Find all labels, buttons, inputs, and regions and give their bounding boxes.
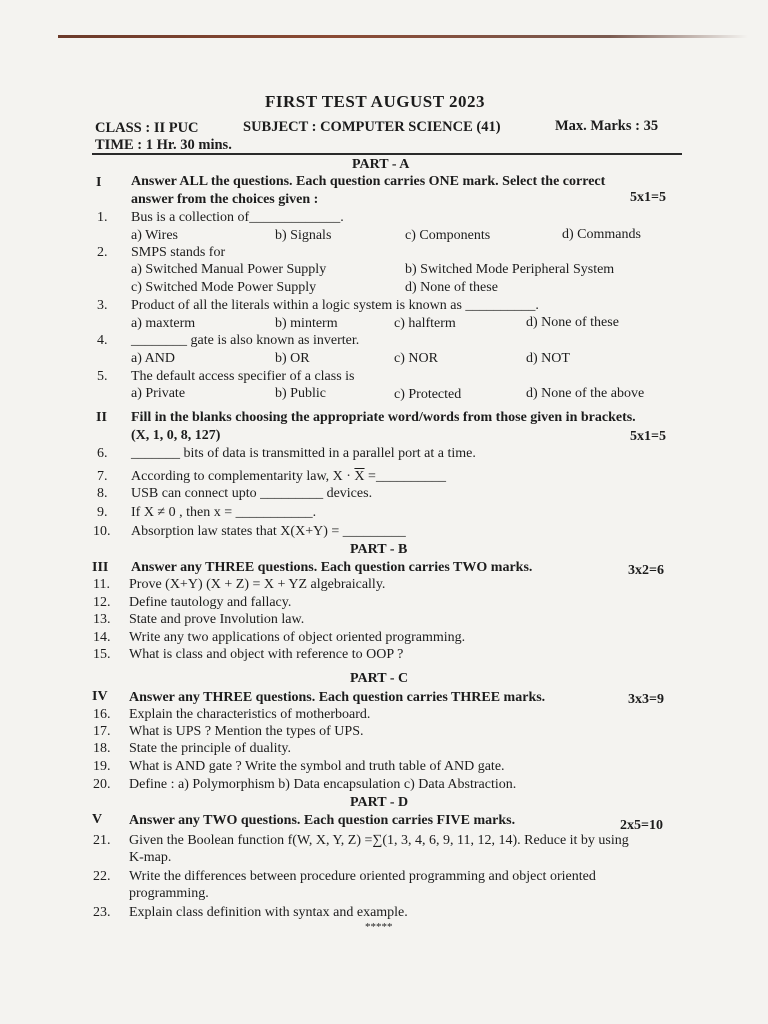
section-i-instruction: Answer ALL the questions. Each question carries ONE mark. Select the correct [131, 174, 606, 189]
complement-x: $\overline{X}$ [354, 469, 365, 484]
question-22-text: Write the differences between procedure oriented programming and object oriented [129, 869, 596, 884]
section-iii-instruction: Answer any THREE questions. Each question carries TWO marks. [131, 560, 533, 575]
question-7-text-post: =__________ [364, 469, 446, 484]
section-i-instruction-cont: answer from the choices given : [131, 192, 319, 207]
section-iii-number: III [92, 560, 109, 575]
section-iii-marks: 3x2=6 [628, 563, 664, 578]
question-17-number: 17. [93, 724, 111, 739]
question-3-option-a: a) maxterm [131, 316, 196, 331]
question-6-number: 6. [97, 446, 108, 461]
section-v-instruction: Answer any TWO questions. Each question carries FIVE marks. [129, 813, 516, 828]
question-1-option-b: b) Signals [275, 228, 332, 243]
part-a-title: PART - A [352, 157, 410, 172]
question-19-text: What is AND gate ? Write the symbol and truth table of AND gate. [129, 759, 505, 774]
question-5-number: 5. [97, 369, 108, 384]
question-3-option-d: d) None of these [526, 315, 619, 330]
class-label: CLASS : II PUC [95, 120, 199, 136]
time-label: TIME : 1 Hr. 30 mins. [95, 137, 232, 153]
subject-label: SUBJECT : COMPUTER SCIENCE (41) [243, 119, 501, 135]
question-18-number: 18. [93, 741, 111, 756]
question-2-option-d: d) None of these [405, 280, 498, 295]
question-18-text: State the principle of duality. [129, 741, 291, 756]
question-1-option-c: c) Components [405, 228, 491, 243]
section-v-number: V [92, 812, 103, 827]
question-16-number: 16. [93, 707, 111, 722]
question-2-option-b: b) Switched Mode Peripheral System [405, 262, 615, 277]
question-7-text [131, 469, 446, 485]
question-1-option-a: a) Wires [131, 228, 178, 243]
question-21-number: 21. [93, 833, 111, 848]
question-2-number: 2. [97, 245, 108, 260]
section-ii-marks: 5x1=5 [630, 429, 666, 444]
question-13-number: 13. [93, 612, 111, 627]
question-7-text-pre: According to complementarity law, X · [131, 469, 355, 484]
question-13-text: State and prove Involution law. [129, 612, 305, 627]
question-23-number: 23. [93, 905, 111, 920]
section-v-marks: 2x5=10 [620, 818, 663, 833]
question-1-option-d: d) Commands [562, 227, 641, 242]
question-9-text: If X ≠ 0 , then x = ___________. [131, 505, 317, 520]
question-4-text: ________ gate is also known as inverter. [131, 333, 360, 348]
part-d-title: PART - D [350, 795, 409, 810]
question-10-text: Absorption law states that X(X+Y) = _________ [131, 524, 406, 539]
question-15-text: What is class and object with reference to OOP ? [129, 647, 404, 662]
question-3-text: Product of all the literals within a logic system is known as __________. [131, 298, 539, 313]
question-21-text: Given the Boolean function f(W, X, Y, Z) =∑(1, 3, 4, 6, 9, 11, 12, 14). Reduce it by using [129, 833, 629, 848]
question-7-number: 7. [97, 469, 108, 484]
end-marker: ***** [365, 921, 393, 933]
question-4-option-b: b) OR [275, 351, 310, 366]
question-6-text: _______ bits of data is transmitted in a parallel port at a time. [131, 446, 476, 461]
section-iv-instruction: Answer any THREE questions. Each question carries THREE marks. [129, 690, 546, 705]
question-4-option-a: a) AND [131, 351, 175, 366]
part-c-title: PART - C [350, 671, 409, 686]
question-5-option-d: d) None of the above [526, 386, 645, 401]
question-22-number: 22. [93, 869, 111, 884]
section-i-number: I [96, 175, 102, 190]
question-2-option-a: a) Switched Manual Power Supply [131, 262, 327, 277]
question-3-option-b: b) minterm [275, 316, 338, 331]
question-4-number: 4. [97, 333, 108, 348]
question-9-number: 9. [97, 505, 108, 520]
part-b-title: PART - B [350, 542, 408, 557]
section-ii-number: II [96, 410, 107, 425]
section-ii-choices: (X, 1, 0, 8, 127) [131, 428, 221, 443]
max-marks-label: Max. Marks : 35 [555, 118, 659, 134]
question-20-number: 20. [93, 777, 111, 792]
question-1-number: 1. [97, 210, 108, 225]
question-15-number: 15. [93, 647, 111, 662]
question-2-text: SMPS stands for [131, 245, 226, 260]
question-10-number: 10. [93, 524, 111, 539]
question-11-number: 11. [93, 577, 110, 592]
question-22-text-cont: programming. [129, 886, 209, 901]
question-1-text: Bus is a collection of_____________. [131, 210, 344, 225]
question-5-option-b: b) Public [275, 386, 326, 401]
question-11-text: Prove (X+Y) (X + Z) = X + YZ algebraically. [129, 577, 386, 592]
question-3-option-c: c) halfterm [394, 316, 456, 331]
question-8-number: 8. [97, 486, 108, 501]
page-top-rule [58, 35, 748, 38]
question-21-text-cont: K-map. [129, 850, 172, 865]
question-5-option-c: c) Protected [394, 387, 462, 402]
section-ii-instruction: Fill in the blanks choosing the appropriate word/words from those given in brackets. [131, 410, 636, 425]
header-divider [92, 153, 682, 155]
question-4-option-c: c) NOR [394, 351, 438, 366]
question-14-text: Write any two applications of object oriented programming. [129, 630, 466, 645]
question-16-text: Explain the characteristics of motherboard. [129, 707, 371, 722]
question-20-text: Define : a) Polymorphism b) Data encapsulation c) Data Abstraction. [129, 777, 517, 792]
question-12-text: Define tautology and fallacy. [129, 595, 292, 610]
test-title: FIRST TEST AUGUST 2023 [265, 92, 485, 111]
section-iv-marks: 3x3=9 [628, 692, 664, 707]
question-3-number: 3. [97, 298, 108, 313]
question-14-number: 14. [93, 630, 111, 645]
section-iv-number: IV [92, 689, 108, 704]
question-8-text: USB can connect upto _________ devices. [131, 486, 373, 501]
question-2-option-c: c) Switched Mode Power Supply [131, 280, 317, 295]
question-5-option-a: a) Private [131, 386, 186, 401]
section-i-marks: 5x1=5 [630, 190, 666, 205]
question-23-text: Explain class definition with syntax and example. [129, 905, 408, 920]
question-4-option-d: d) NOT [526, 351, 570, 366]
question-5-text: The default access specifier of a class is [131, 369, 355, 384]
question-12-number: 12. [93, 595, 111, 610]
question-19-number: 19. [93, 759, 111, 774]
question-17-text: What is UPS ? Mention the types of UPS. [129, 724, 364, 739]
